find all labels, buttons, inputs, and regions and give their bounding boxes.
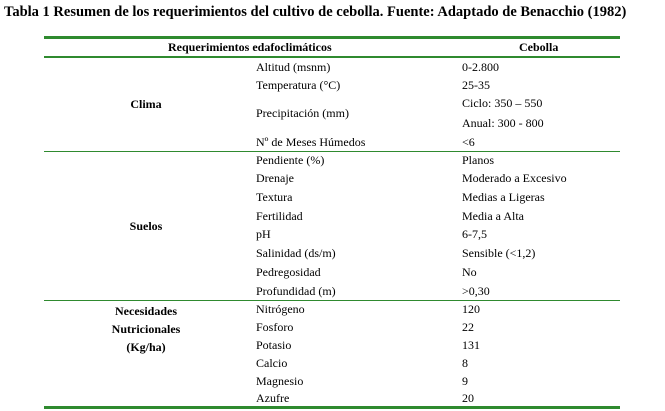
table-row-param: Pendiente (%) [256, 153, 325, 167]
table-row-value: 131 [462, 338, 480, 352]
table-row-param: Pedregosidad [256, 265, 321, 279]
group-label-line: Nutricionales [111, 322, 181, 336]
group-label-suelos: Suelos [129, 219, 163, 233]
table-row-value: Planos [462, 153, 495, 167]
table-caption: Tabla 1 Resumen de los requerimientos del cultivo de cebolla. Fuente: Adaptado de Benacchio (1982) [4, 4, 627, 20]
table-row-param: Azufre [256, 391, 290, 405]
table-row-value: Sensible (<1,2) [462, 246, 536, 260]
table-row-value: 8 [462, 356, 468, 370]
bottom-rule [44, 406, 620, 409]
table-row-value: Medias a Ligeras [462, 190, 545, 204]
group-divider [44, 151, 620, 152]
table-row-param: Nitrógeno [256, 302, 305, 316]
table-row-value: <6 [462, 135, 475, 149]
table-row-value: >0,30 [462, 284, 490, 298]
table-row-param: Salinidad (ds/m) [256, 246, 336, 260]
table-row-param: Magnesio [256, 374, 304, 388]
table-row-value: 6-7,5 [462, 227, 487, 241]
group-divider [44, 300, 620, 301]
table-row-value: Ciclo: 350 – 550 [462, 96, 543, 110]
table-row-value: 25-35 [462, 78, 490, 92]
table-row-param: Nº de Meses Húmedos [256, 135, 366, 149]
table-row-value: 120 [462, 302, 480, 316]
table-row-value: Media a Alta [462, 209, 524, 223]
group-label-line: Necesidades [115, 304, 177, 318]
table-row-param: Altitud (msnm) [256, 60, 331, 74]
table-row-value: Moderado a Excesivo [462, 171, 567, 185]
table-row-param: Potasio [256, 338, 292, 352]
table-row-param: Profundidad (m) [256, 284, 336, 298]
column-header-crop: Cebolla [519, 40, 559, 54]
table-row-value: 9 [462, 374, 468, 388]
column-header-requirements: Requerimientos edafoclimáticos [168, 40, 332, 54]
table-row-value: No [462, 265, 477, 279]
table-row-param: Precipitación (mm) [256, 106, 349, 120]
table-row-param: Textura [256, 190, 293, 204]
table-row-value: 22 [462, 320, 474, 334]
top-rule [44, 36, 620, 39]
table-row-param: Fosforo [256, 320, 294, 334]
table-row-param: Drenaje [256, 171, 294, 185]
table-row-param: Temperatura (°C) [256, 78, 341, 92]
table-row-param: pH [256, 227, 271, 241]
table-row-value: 20 [462, 391, 474, 405]
table-row-value: Anual: 300 - 800 [462, 116, 544, 130]
group-label-clima: Clima [130, 97, 162, 111]
header-rule [44, 56, 620, 58]
group-label-nutrients [46, 302, 246, 356]
group-label-line: (Kg/ha) [126, 340, 166, 354]
table-row-param: Calcio [256, 356, 288, 370]
table-row-param: Fertilidad [256, 209, 303, 223]
table-row-value: 0-2.800 [462, 60, 499, 74]
